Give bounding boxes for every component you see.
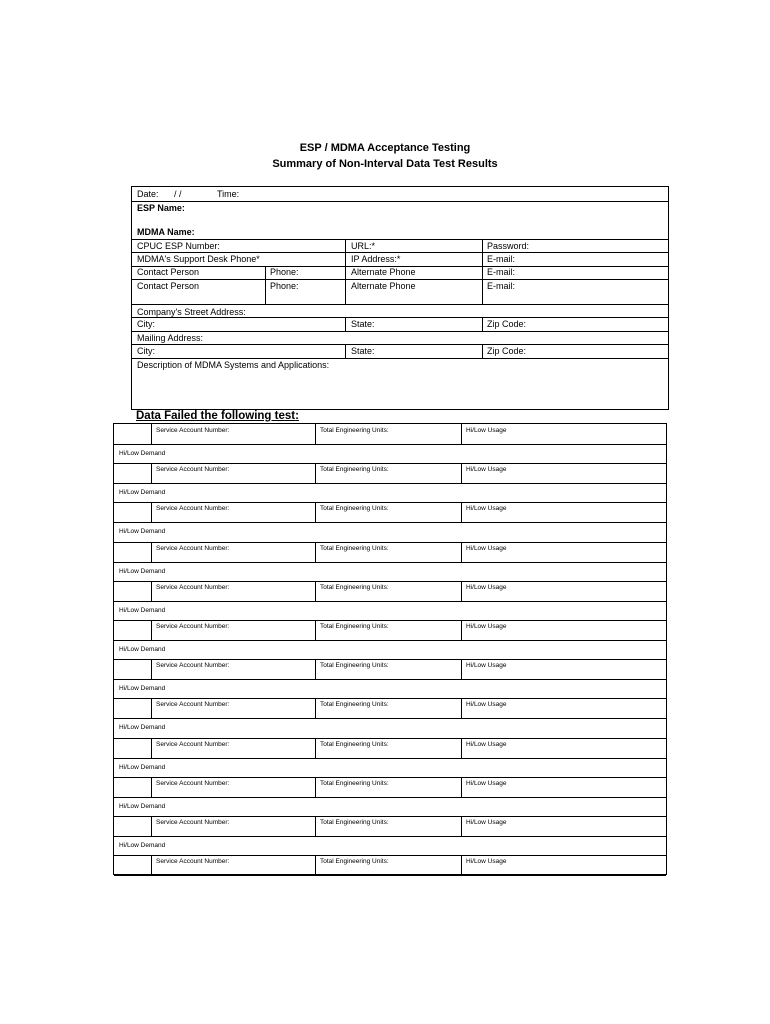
engineering-units-label: Total Engineering Units: (320, 505, 389, 513)
state-label: State: (351, 319, 375, 329)
failed-test-entry (114, 502, 666, 541)
hi-low-usage-label: Hi/Low Usage (466, 662, 507, 670)
hi-low-demand-label: Hi/Low Demand (119, 528, 166, 536)
failed-tests-heading: Data Failed the following test: (136, 410, 299, 422)
city-label: City: (137, 346, 155, 356)
phone-label: Phone: (270, 281, 299, 291)
service-account-label: Service Account Number: (156, 779, 230, 787)
date-label: Date: (137, 189, 159, 199)
hi-low-usage-label: Hi/Low Usage (466, 858, 507, 866)
service-account-label: Service Account Number: (156, 858, 230, 866)
zip-code-label: Zip Code: (487, 319, 527, 329)
esp-name-label: ESP Name: (137, 203, 185, 213)
engineering-units-label: Total Engineering Units: (320, 858, 389, 866)
hi-low-demand-label: Hi/Low Demand (119, 802, 166, 810)
service-account-label: Service Account Number: (156, 466, 230, 474)
state-label: State: (351, 346, 375, 356)
email-label: E-mail: (487, 254, 516, 264)
email-label: E-mail: (487, 281, 516, 291)
hi-low-demand-label: Hi/Low Demand (119, 489, 166, 497)
engineering-units-label: Total Engineering Units: (320, 779, 389, 787)
street-address-label: Company's Street Address: (137, 307, 246, 317)
engineering-units-label: Total Engineering Units: (320, 701, 389, 709)
engineering-units-label: Total Engineering Units: (320, 583, 389, 591)
failed-tests-table (113, 423, 667, 875)
engineering-units-label: Total Engineering Units: (320, 544, 389, 552)
service-account-label: Service Account Number: (156, 544, 230, 552)
service-account-label: Service Account Number: (156, 740, 230, 748)
hi-low-usage-label: Hi/Low Usage (466, 701, 507, 709)
failed-test-entry (114, 777, 666, 816)
engineering-units-label: Total Engineering Units: (320, 466, 389, 474)
service-account-label: Service Account Number: (156, 819, 230, 826)
failed-test-entry (114, 463, 666, 502)
hi-low-usage-label: Hi/Low Usage (466, 505, 507, 513)
hi-low-usage-label: Hi/Low Usage (466, 583, 507, 591)
engineering-units-label: Total Engineering Units: (320, 662, 389, 670)
phone-label: Phone: (270, 267, 299, 277)
email-label: E-mail: (487, 267, 516, 277)
hi-low-usage-label: Hi/Low Usage (466, 819, 507, 826)
password-label: Password: (487, 241, 530, 251)
city-label: City: (137, 319, 155, 329)
time-label: Time: (217, 189, 240, 199)
hi-low-usage-label: Hi/Low Usage (466, 779, 507, 787)
hi-low-demand-label: Hi/Low Demand (119, 842, 166, 849)
failed-test-entry (114, 542, 666, 581)
engineering-units-label: Total Engineering Units: (320, 819, 389, 826)
hi-low-demand-label: Hi/Low Demand (119, 450, 166, 457)
url-label: URL:* (351, 241, 376, 251)
alternate-phone-label: Alternate Phone (351, 267, 416, 277)
ip-address-label: IP Address:* (351, 254, 401, 264)
form-title: ESP / MDMA Acceptance Testing (299, 142, 471, 154)
support-phone-label: MDMA's Support Desk Phone* (137, 254, 260, 264)
description-label: Description of MDMA Systems and Applications: (137, 360, 330, 370)
failed-test-entry (114, 424, 666, 463)
service-account-label: Service Account Number: (156, 583, 230, 591)
engineering-units-label: Total Engineering Units: (320, 740, 389, 748)
hi-low-demand-label: Hi/Low Demand (119, 724, 166, 732)
hi-low-demand-label: Hi/Low Demand (119, 763, 166, 771)
hi-low-usage-label: Hi/Low Usage (466, 623, 507, 630)
hi-low-demand-label: Hi/Low Demand (119, 606, 166, 614)
failed-test-entry (114, 581, 666, 620)
service-account-label: Service Account Number: (156, 701, 230, 709)
date-field[interactable]: / / (174, 189, 182, 199)
failed-test-entry (114, 855, 666, 894)
cpuc-esp-number-label: CPUC ESP Number: (137, 241, 220, 251)
failed-test-entry (114, 738, 666, 777)
failed-test-entry (114, 620, 666, 659)
hi-low-demand-label: Hi/Low Demand (119, 567, 166, 575)
service-account-label: Service Account Number: (156, 427, 230, 434)
contact-info-form (131, 186, 669, 410)
mailing-address-label: Mailing Address: (137, 333, 204, 343)
failed-test-entry (114, 659, 666, 698)
service-account-label: Service Account Number: (156, 662, 230, 670)
service-account-label: Service Account Number: (156, 505, 230, 513)
service-account-label: Service Account Number: (156, 623, 230, 630)
failed-test-entry (114, 698, 666, 737)
contact-person-label: Contact Person (137, 281, 200, 291)
hi-low-demand-label: Hi/Low Demand (119, 685, 166, 693)
mdma-name-label: MDMA Name: (137, 227, 195, 237)
zip-code-label: Zip Code: (487, 346, 527, 356)
alternate-phone-label: Alternate Phone (351, 281, 416, 291)
engineering-units-label: Total Engineering Units: (320, 623, 389, 630)
hi-low-usage-label: Hi/Low Usage (466, 427, 507, 434)
hi-low-usage-label: Hi/Low Usage (466, 740, 507, 748)
failed-test-entry (114, 816, 666, 855)
hi-low-demand-label: Hi/Low Demand (119, 646, 166, 653)
contact-person-label: Contact Person (137, 267, 200, 277)
hi-low-usage-label: Hi/Low Usage (466, 466, 507, 474)
form-subtitle: Summary of Non-Interval Data Test Results (272, 158, 498, 170)
hi-low-usage-label: Hi/Low Usage (466, 544, 507, 552)
engineering-units-label: Total Engineering Units: (320, 427, 389, 434)
